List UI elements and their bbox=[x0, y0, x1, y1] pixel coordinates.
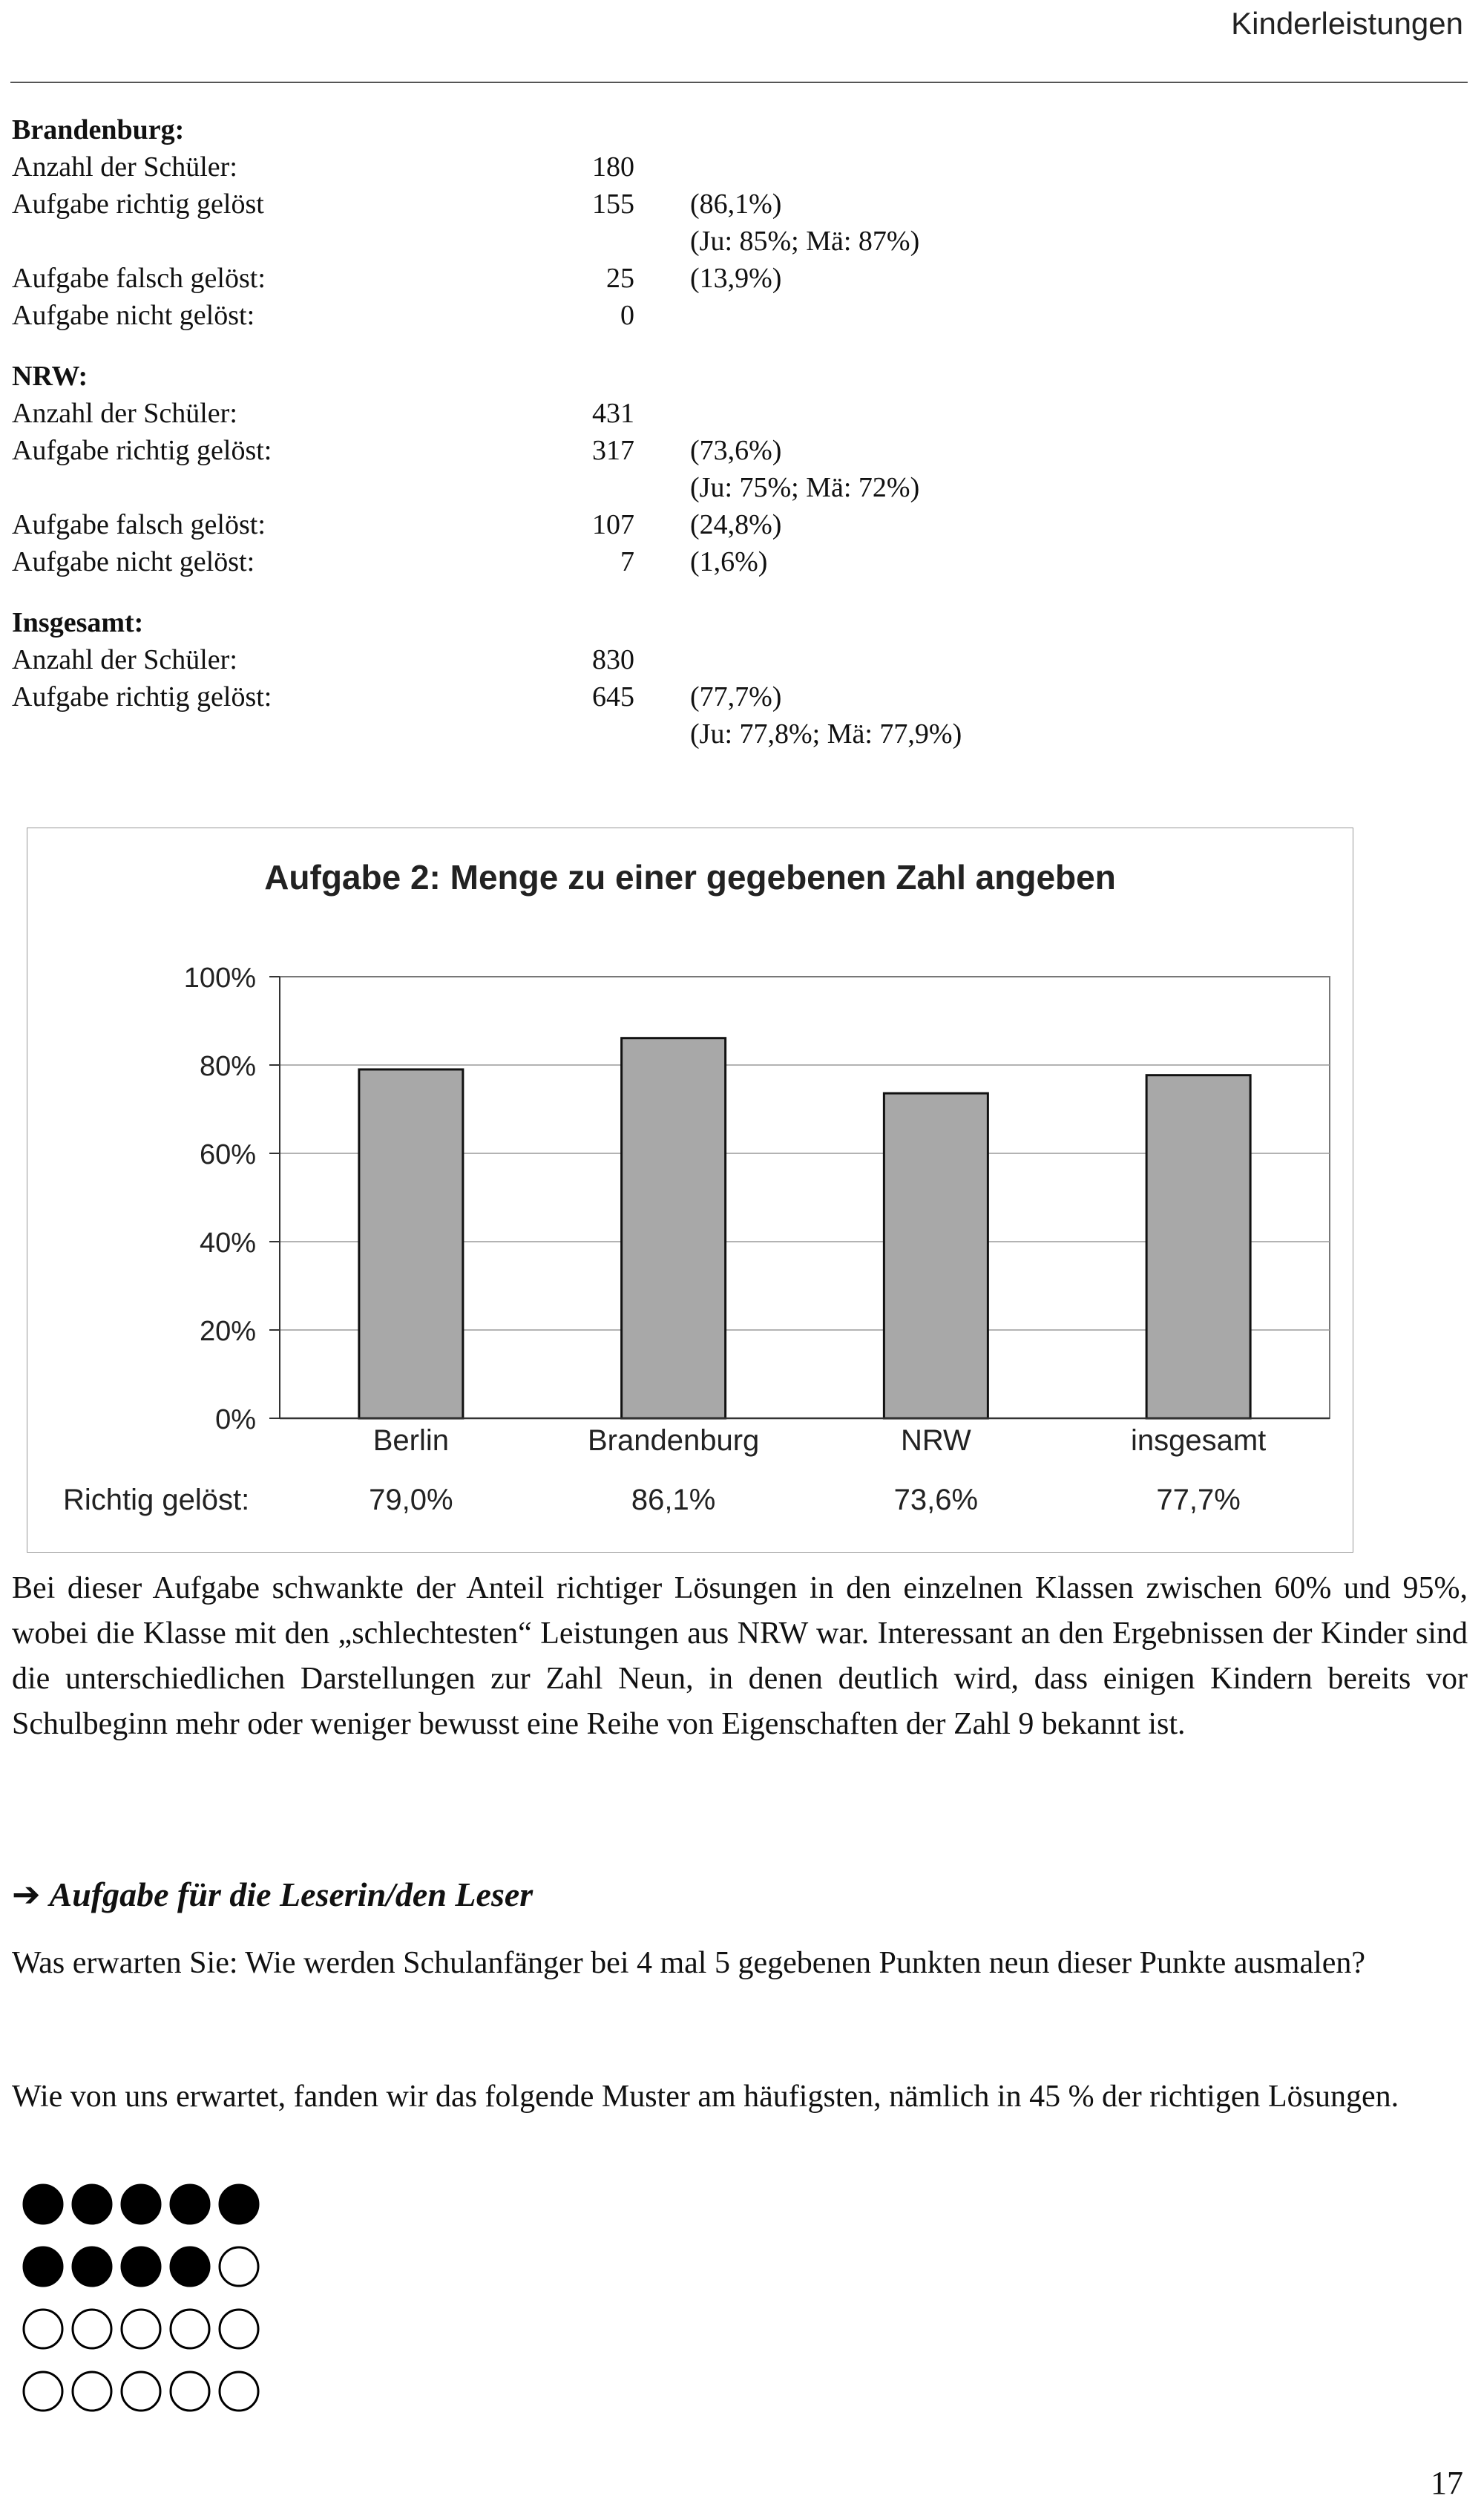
statistics-block bbox=[0, 111, 1113, 753]
stats-row bbox=[0, 223, 1113, 260]
category-label: insgesamt bbox=[1130, 1424, 1267, 1457]
stats-percent: (13,9%) bbox=[690, 263, 782, 294]
stats-label: Aufgabe richtig gelöst: bbox=[12, 681, 272, 712]
stats-label: Anzahl der Schüler: bbox=[12, 398, 237, 429]
filled-dot bbox=[73, 2247, 111, 2286]
bar-chart bbox=[27, 828, 1353, 1553]
stats-label: Anzahl der Schüler: bbox=[12, 151, 237, 183]
category-label: Berlin bbox=[372, 1424, 450, 1457]
stats-row bbox=[0, 186, 1113, 223]
empty-dot bbox=[220, 2372, 258, 2411]
y-tick-label: 100% bbox=[183, 963, 256, 994]
stats-value: 107 bbox=[592, 509, 634, 540]
data-label: 77,7% bbox=[1156, 1484, 1241, 1516]
row-label: Richtig gelöst: bbox=[63, 1484, 250, 1516]
empty-dot bbox=[24, 2310, 62, 2348]
header-rule bbox=[10, 82, 1468, 83]
stats-row bbox=[0, 678, 1113, 715]
bar-brandenburg bbox=[622, 1038, 726, 1418]
category-label: NRW bbox=[900, 1424, 971, 1457]
bar-berlin bbox=[359, 1069, 463, 1418]
stats-percent: (86,1%) bbox=[690, 189, 782, 220]
stats-value: 7 bbox=[620, 546, 634, 577]
stats-value: 431 bbox=[592, 398, 634, 429]
stats-row bbox=[0, 543, 1113, 580]
section-gap bbox=[0, 580, 1113, 604]
stats-heading bbox=[0, 111, 1113, 148]
stats-heading-text: NRW: bbox=[12, 361, 88, 392]
stats-heading-text: Brandenburg: bbox=[12, 114, 185, 145]
stats-value: 645 bbox=[592, 681, 634, 712]
paragraph-question: Was erwarten Sie: Wie werden Schulanfänger bei 4 mal 5 gegebenen Punkten neun dieser Punkte ausmalen? bbox=[12, 1946, 1366, 1980]
filled-dot bbox=[73, 2185, 111, 2224]
arrow-icon: ➔ bbox=[12, 1874, 41, 1914]
stats-value: 155 bbox=[592, 189, 634, 220]
y-tick-label: 60% bbox=[199, 1139, 256, 1170]
stats-percent: (Ju: 85%; Mä: 87%) bbox=[690, 226, 920, 257]
stats-label: Aufgabe richtig gelöst: bbox=[12, 435, 272, 466]
empty-dot bbox=[73, 2310, 111, 2348]
filled-dot bbox=[220, 2185, 258, 2224]
bar-nrw bbox=[884, 1093, 988, 1418]
section-gap bbox=[0, 334, 1113, 358]
empty-dot bbox=[24, 2372, 62, 2411]
stats-label: Aufgabe falsch gelöst: bbox=[12, 509, 266, 540]
stats-row bbox=[0, 148, 1113, 186]
y-tick-label: 80% bbox=[199, 1051, 256, 1082]
stats-value: 180 bbox=[592, 151, 634, 183]
paragraph-answer: Wie von uns erwartet, fanden wir das folgende Muster am häufigsten, nämlich in 45 % der richtigen Lösungen. bbox=[12, 2080, 1399, 2114]
empty-dot bbox=[220, 2247, 258, 2286]
y-tick-label: 0% bbox=[215, 1404, 256, 1435]
y-tick-label: 40% bbox=[199, 1228, 256, 1259]
filled-dot bbox=[171, 2185, 209, 2224]
stats-label: Aufgabe nicht gelöst: bbox=[12, 546, 255, 577]
section-heading bbox=[12, 1874, 533, 1914]
empty-dot bbox=[73, 2372, 111, 2411]
filled-dot bbox=[24, 2247, 62, 2286]
empty-dot bbox=[122, 2310, 160, 2348]
stats-row bbox=[0, 641, 1113, 678]
page-number: 17 bbox=[1431, 2465, 1463, 2501]
chart-svg bbox=[27, 828, 1353, 1552]
stats-row bbox=[0, 432, 1113, 469]
stats-percent: (77,7%) bbox=[690, 681, 782, 712]
stats-value: 317 bbox=[592, 435, 634, 466]
chart-title: Aufgabe 2: Menge zu einer gegebenen Zahl angeben bbox=[264, 858, 1116, 897]
y-tick-label: 20% bbox=[199, 1316, 256, 1347]
filled-dot bbox=[122, 2247, 160, 2286]
stats-percent: (Ju: 77,8%; Mä: 77,9%) bbox=[690, 718, 962, 750]
stats-row bbox=[0, 297, 1113, 334]
stats-label: Aufgabe nicht gelöst: bbox=[12, 300, 255, 331]
stats-percent: (1,6%) bbox=[690, 546, 768, 577]
stats-row bbox=[0, 395, 1113, 432]
filled-dot bbox=[24, 2185, 62, 2224]
empty-dot bbox=[171, 2310, 209, 2348]
running-title: Kinderleistungen bbox=[1231, 6, 1463, 41]
dot-grid bbox=[21, 2182, 266, 2427]
filled-dot bbox=[122, 2185, 160, 2224]
stats-row bbox=[0, 715, 1113, 753]
stats-percent: (73,6%) bbox=[690, 435, 782, 466]
stats-percent: (24,8%) bbox=[690, 509, 782, 540]
filled-dot bbox=[171, 2247, 209, 2286]
data-label: 73,6% bbox=[893, 1484, 979, 1516]
section-heading-text: Aufgabe für die Leserin/den Leser bbox=[49, 1875, 533, 1913]
stats-row bbox=[0, 506, 1113, 543]
stats-label: Aufgabe falsch gelöst: bbox=[12, 263, 266, 294]
paragraph-results: Bei dieser Aufgabe schwankte der Anteil richtiger Lösungen in den einzelnen Klassen zwischen 60% und 95%, wobei die Klasse mit den „schlechtesten“ Leistungen aus NRW war. Interessant an den Ergebnissen der Kinder sind die unterschiedlichen Darstellungen zur Zahl Neun, in denen deutlich wird, dass einigen Kindern bereits vor Schulbeginn mehr oder weniger bewusst eine Reihe von Eigenschaften der Zahl 9 bekannt ist. bbox=[12, 1571, 1468, 1741]
dot-pattern bbox=[21, 2182, 266, 2427]
stats-heading-text: Insgesamt: bbox=[12, 607, 144, 638]
stats-value: 830 bbox=[592, 644, 634, 675]
stats-value: 0 bbox=[620, 300, 634, 331]
empty-dot bbox=[220, 2310, 258, 2348]
stats-label: Anzahl der Schüler: bbox=[12, 644, 237, 675]
stats-heading bbox=[0, 358, 1113, 395]
stats-heading bbox=[0, 604, 1113, 641]
data-label: 86,1% bbox=[631, 1484, 716, 1516]
empty-dot bbox=[122, 2372, 160, 2411]
stats-label: Aufgabe richtig gelöst bbox=[12, 189, 264, 220]
bar-insgesamt bbox=[1146, 1075, 1250, 1418]
data-label: 79,0% bbox=[369, 1484, 453, 1516]
stats-value: 25 bbox=[606, 263, 634, 294]
stats-row bbox=[0, 260, 1113, 297]
category-label: Brandenburg bbox=[587, 1424, 760, 1457]
stats-row bbox=[0, 469, 1113, 506]
page-header bbox=[0, 0, 1484, 89]
stats-percent: (Ju: 75%; Mä: 72%) bbox=[690, 472, 920, 503]
empty-dot bbox=[171, 2372, 209, 2411]
